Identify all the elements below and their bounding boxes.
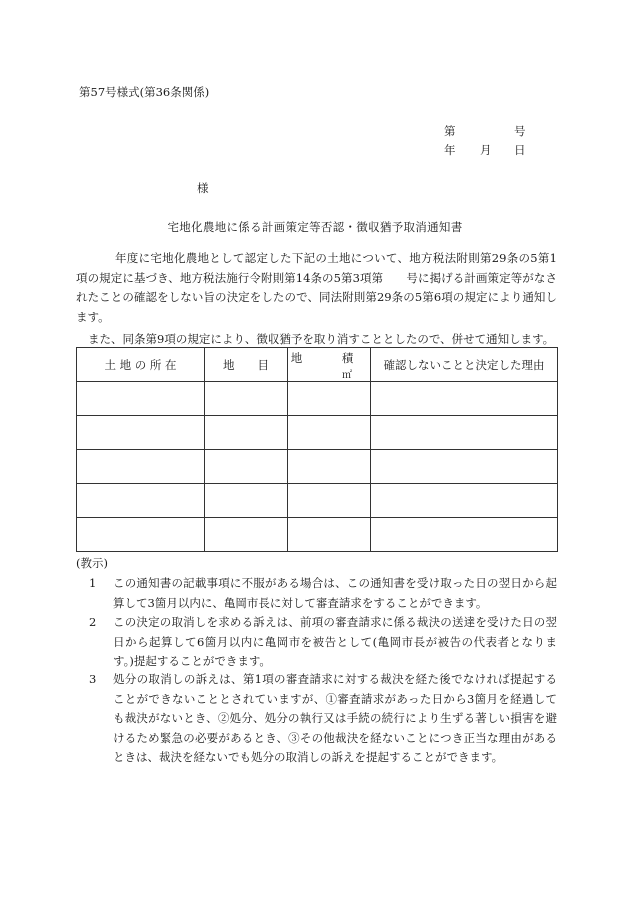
instruction-text: この通知書の記載事項に不服がある場合は、この通知書を受け取った日の翌日から起算して3箇月以内に、亀岡市長に対して審査請求をすることができます。 [113, 576, 557, 610]
date-day-label: 日 [514, 143, 526, 157]
date-year-label: 年 [444, 143, 456, 157]
table-row [77, 518, 558, 552]
header-area-label: 地 積 [290, 351, 368, 365]
instruction-text: この決定の取消しを求める訴えは、前項の審査請求に係る裁決の送達を受けた日の翌日から起算して6箇月以内に亀岡市を被告として(亀岡市長が被告の代表者となります。)提起することができます。 [113, 615, 557, 668]
instruction-number: 1 [89, 576, 97, 590]
table-row [77, 450, 558, 484]
cell-location [77, 416, 205, 450]
cell-area [288, 518, 371, 552]
form-number: 第57号様式(第36条関係) [79, 85, 210, 99]
date-month-label: 月 [480, 143, 492, 157]
document-number-label: 第 [444, 124, 456, 138]
addressee-honorific: 様 [197, 181, 209, 195]
header-area [288, 348, 371, 382]
body-paragraph: 年度に宅地化農地として認定した下記の土地について、地方税法附則第29条の5第1項の規定に基づき、地方税法施行令附則第14条の5第3項第 号に掲げる計画策定等がなされたことの確認をしない旨の決定をしたので、同法附則第29条の5第6項の規定により通知します。 [76, 251, 557, 324]
header-reason: 確認しないことと決定した理由 [371, 348, 558, 382]
cell-location [77, 518, 205, 552]
instruction-item [76, 613, 557, 672]
cell-reason [371, 450, 558, 484]
cell-reason [371, 484, 558, 518]
cell-land-category [205, 382, 288, 416]
cell-area [288, 484, 371, 518]
cell-reason [371, 518, 558, 552]
cell-location [77, 484, 205, 518]
table-row [77, 382, 558, 416]
cell-land-category [205, 416, 288, 450]
land-table [76, 347, 558, 552]
table-header-row [77, 348, 558, 382]
body-paragraph-2: また、同条第9項の規定により、徴収猶予を取り消すこととしたので、併せて通知します。 [88, 332, 555, 346]
cell-area [288, 416, 371, 450]
instruction-text: 処分の取消しの訴えは、第1項の審査請求に対する裁決を経た後でなければ提起することができないこととされていますが、①審査請求があった日から3箇月を経過しても裁決がないとき、②処分、処分の執行又は手続の続行により生ずる著しい損害を避けるため緊急の必要があるとき、③その他裁決を経ないことにつき正当な理由があるときは、裁決を経ないでも処分の取消しの訴えを提起することができます。 [113, 672, 557, 764]
instruction-item [76, 670, 557, 768]
cell-land-category [205, 484, 288, 518]
cell-location [77, 382, 205, 416]
table-row [77, 416, 558, 450]
header-land-category: 地 目 [205, 348, 288, 382]
cell-reason [371, 382, 558, 416]
instruction-item [76, 574, 557, 613]
header-location: 土 地 の 所 在 [77, 348, 205, 382]
document-number-suffix: 号 [514, 124, 526, 138]
table-row [77, 484, 558, 518]
cell-land-category [205, 518, 288, 552]
cell-land-category [205, 450, 288, 484]
instruction-number: 3 [89, 672, 97, 686]
cell-area [288, 382, 371, 416]
instructions-title: (教示) [76, 556, 108, 570]
document-title: 宅地化農地に係る計画策定等否認・徴収猶予取消通知書 [167, 220, 463, 234]
cell-area [288, 450, 371, 484]
cell-location [77, 450, 205, 484]
header-area-unit: ㎡ [342, 370, 352, 381]
cell-reason [371, 416, 558, 450]
instruction-number: 2 [89, 615, 97, 629]
